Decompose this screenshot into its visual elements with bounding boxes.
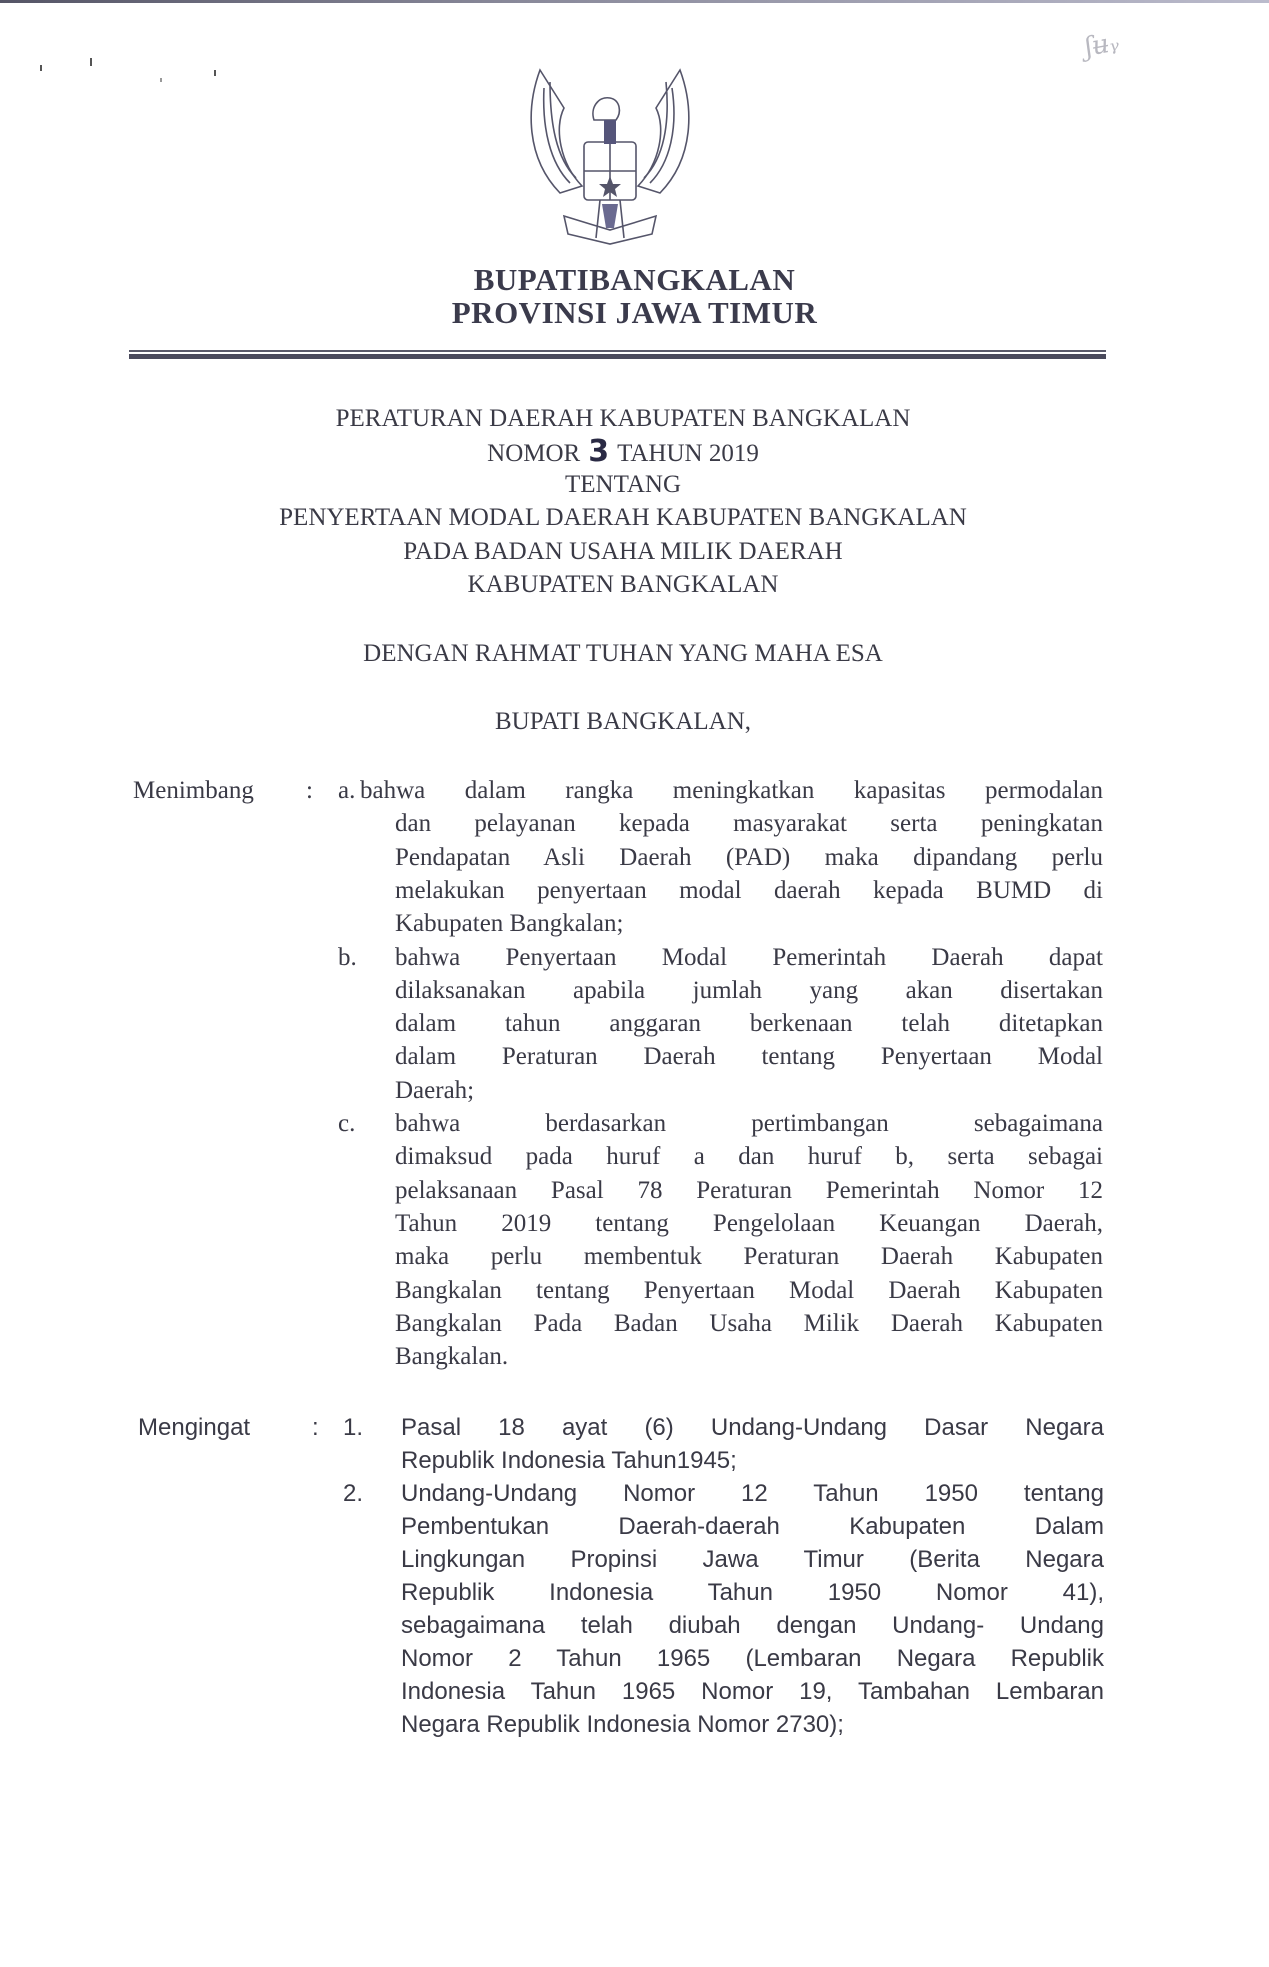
regulation-title: PERATURAN DAERAH KABUPATEN BANGKALAN — [335, 405, 911, 432]
text-line: Negara Republik Indonesia Nomor 2730); — [401, 1711, 844, 1738]
text-line: Bangkalan Pada Badan Usaha Milik Daerah Kabupaten — [395, 1309, 1103, 1337]
text-line: bahwa dalam rangka meningkatkan kapasitas permodalan — [360, 777, 1103, 804]
mengingat-label: Mengingat — [138, 1414, 251, 1441]
subject-line-2: PADA BADAN USAHA MILIK DAERAH — [403, 538, 843, 565]
text-line: pelaksanaan Pasal 78 Peraturan Pemerintah Nomor 12 — [395, 1176, 1103, 1204]
text-line: Republik Indonesia Tahun1945; — [401, 1447, 737, 1474]
menimbang-section — [0, 774, 1269, 1374]
text-line: dalam tahun anggaran berkenaan telah ditetapkan — [395, 1010, 1103, 1038]
header-rule-thin — [129, 350, 1106, 352]
institution-title: BUPATIBANGKALAN — [473, 262, 796, 297]
scan-speck — [90, 58, 92, 66]
text-line: Tahun 2019 tentang Pengelolaan Keuangan Daerah, — [395, 1209, 1103, 1237]
item-marker: 2. — [343, 1480, 364, 1507]
text-line: maka perlu membentuk Peraturan Daerah Kabupaten — [395, 1243, 1103, 1271]
province-title: PROVINSI JAWA TIMUR — [451, 295, 818, 330]
menimbang-label: Menimbang — [133, 777, 254, 804]
item-marker: 1. — [343, 1414, 364, 1441]
text-line: Nomor 2 Tahun 1965 (Lembaran Negara Republik — [401, 1645, 1104, 1672]
scan-speck — [214, 70, 216, 76]
text-line: dalam Peraturan Daerah tentang Penyertaan Modal — [395, 1043, 1103, 1071]
text-line: Republik Indonesia Tahun 1950 Nomor 41), — [401, 1579, 1104, 1606]
handwritten-number: 3 — [588, 434, 610, 469]
text-line: melakukan penyertaan modal daerah kepada BUMD di — [395, 876, 1103, 904]
item-marker: a. — [338, 777, 356, 804]
nomor-label: NOMOR — [487, 440, 581, 467]
header-rule-thick — [129, 354, 1106, 359]
regulation-number — [0, 435, 1246, 470]
text-line: Kabupaten Bangkalan; — [395, 910, 624, 938]
text-line: sebagaimana telah diubah dengan Undang- Undang — [401, 1612, 1104, 1639]
subject-line-3: KABUPATEN BANGKALAN — [467, 571, 779, 598]
handwritten-initials: ʃʉᵧ — [1082, 27, 1121, 63]
item-marker: c. — [338, 1110, 356, 1137]
scan-edge-line — [0, 0, 1269, 3]
text-line: Bangkalan. — [395, 1343, 509, 1371]
text-line: Pasal 18 ayat (6) Undang-Undang Dasar Negara — [401, 1414, 1104, 1441]
text-line: Lingkungan Propinsi Jawa Timur (Berita Negara — [401, 1546, 1104, 1573]
item-marker: b. — [338, 943, 357, 971]
menimbang-colon: : — [306, 777, 313, 804]
mengingat-colon: : — [312, 1414, 319, 1441]
scan-speck — [40, 65, 42, 71]
subject-line-1: PENYERTAAN MODAL DAERAH KABUPATEN BANGKALAN — [279, 504, 967, 531]
text-line: Daerah; — [395, 1076, 475, 1104]
text-line: bahwa Penyertaan Modal Pemerintah Daerah dapat — [395, 943, 1103, 971]
text-line: Bangkalan tentang Penyertaan Modal Daerah Kabupaten — [395, 1276, 1103, 1304]
mengingat-section — [0, 1411, 1269, 1811]
scan-speck — [160, 78, 162, 82]
text-line: Undang-Undang Nomor 12 Tahun 1950 tentang — [401, 1480, 1104, 1507]
garuda-emblem-icon — [520, 68, 700, 254]
authority: BUPATI BANGKALAN, — [494, 708, 752, 735]
tentang-label: TENTANG — [564, 471, 682, 498]
regulation-year: TAHUN 2019 — [617, 440, 759, 467]
text-line: Pembentukan Daerah-daerah Kabupaten Dalam — [401, 1513, 1104, 1540]
text-line: bahwa berdasarkan pertimbangan sebagaimana — [395, 1110, 1103, 1137]
text-line: Pendapatan Asli Daerah (PAD) maka dipandang perlu — [395, 843, 1103, 871]
text-line: dilaksanakan apabila jumlah yang akan disertakan — [395, 976, 1103, 1004]
invocation: DENGAN RAHMAT TUHAN YANG MAHA ESA — [363, 640, 883, 667]
text-line: dimaksud pada huruf a dan huruf b, serta sebagai — [395, 1143, 1103, 1171]
text-line: dan pelayanan kepada masyarakat serta peningkatan — [395, 810, 1103, 838]
text-line: Indonesia Tahun 1965 Nomor 19, Tambahan Lembaran — [401, 1678, 1104, 1705]
